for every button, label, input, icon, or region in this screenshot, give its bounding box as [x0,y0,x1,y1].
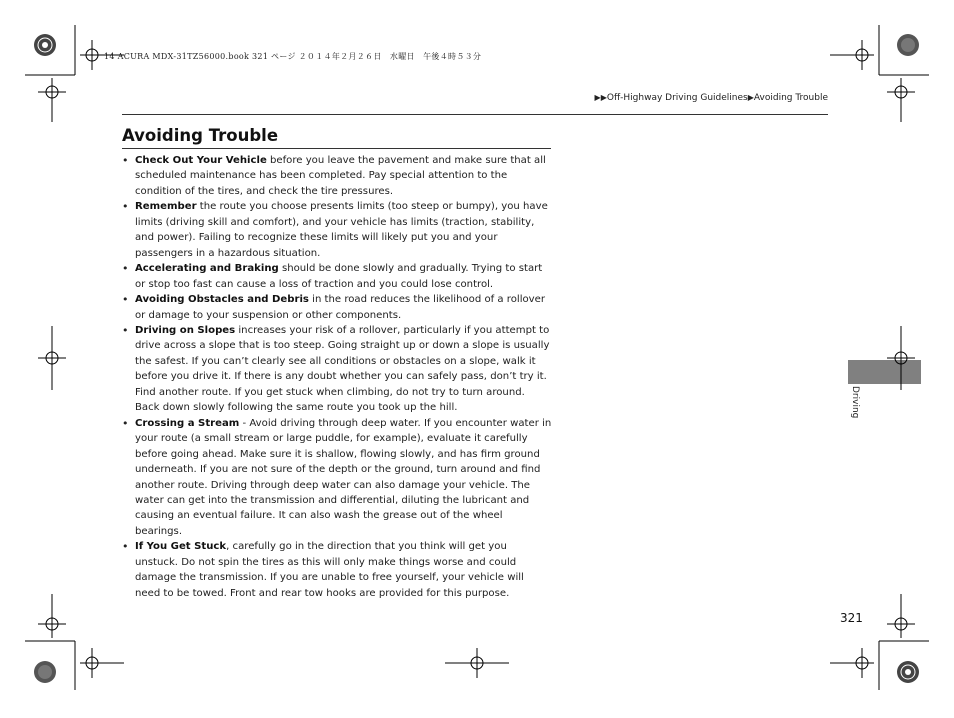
item-text: the route you choose presents limits (too steep or bumpy), you have limits (driving skill and comfort), and your vehicle has limits (traction, stability, and power). Failing to recognize these limits will likely put you and your passengers in a hazardous situation. [135,201,548,259]
star-target [34,661,56,683]
item-term: Remember [135,201,197,213]
item-text: increases your risk of a rollover, particularly if you attempt to drive across a slope that is too steep. Going straight up or down a slope is usually the safest. If you can’t clearly see all conditions or obstacles on a slope, walk it before you drive it. If there is any doubt whether you can safely pass, don’t try it. Find another route. If you get stuck when climbing, do not try to turn around. Back down slowly following the same route you took up the hill. [135,324,550,414]
item-text: should be done slowly and gradually. Trying to start or stop too fast can cause a loss of traction and you could lose control. [135,263,543,290]
registration-mark [80,40,124,70]
item-term: Driving on Slopes [135,324,236,336]
print-header: 14 ACURA MDX-31TZ56000.book 321 ページ ２０１４年２月２６日 水曜日 午後４時５３分 [104,52,482,61]
registration-mark [445,648,509,678]
star-target [897,661,919,683]
breadcrumb-parent: Off-Highway Driving Guidelines [606,93,748,103]
page-number: 321 [840,611,863,625]
registration-mark [830,648,874,678]
breadcrumb-separator: ▶ [747,93,754,102]
star-target [897,34,919,56]
section-tab-text: Driving [850,386,860,419]
item-term: Check Out Your Vehicle [135,155,267,166]
item-text: in the road reduces the likelihood of a rollover or damage to your suspension or other components. [135,294,546,321]
item-text: before you leave the pavement and make sure that all scheduled maintenance has been completed. Pay special attention to the condition of the tires, and check the tire pressures. [135,155,546,197]
breadcrumb-current: Avoiding Trouble [753,93,828,103]
registration-mark [830,40,874,70]
registration-mark [38,78,66,122]
star-target [34,34,56,56]
breadcrumb-arrows: ▶▶ [594,93,607,102]
registration-mark [38,594,66,638]
registration-mark [887,326,915,390]
registration-mark [887,594,915,638]
page-title: Avoiding Trouble [122,126,279,145]
registration-mark [887,78,915,122]
item-text: , carefully go in the direction that you think will get you unstuck. Do not spin the tires as this will only make things worse and could damage the transmission. If you are unable to free yourself, your vehicle will need to be towed. Front and rear tow hooks are provided for this purpose. [135,541,524,599]
item-text: - Avoid driving through deep water. If you encounter water in your route (a small stream or large puddle, for example), evaluate it carefully before going ahead. Make sure it is shallow, flowing slowly, and has firm ground underneath. If you are not sure of the depth or the ground, turn around and find another route. Driving through deep water can also damage your vehicle. The water can get into the transmission and differential, diluting the lubricant and causing an eventual failure. It can also wash the grease out of the wheel bearings. [135,417,552,537]
item-term: Avoiding Obstacles and Debris [135,294,309,306]
registration-mark [80,648,124,678]
registration-mark [38,326,66,390]
item-term: If You Get Stuck [135,541,227,553]
item-term: Accelerating and Braking [135,263,279,275]
item-term: Crossing a Stream [135,417,240,429]
